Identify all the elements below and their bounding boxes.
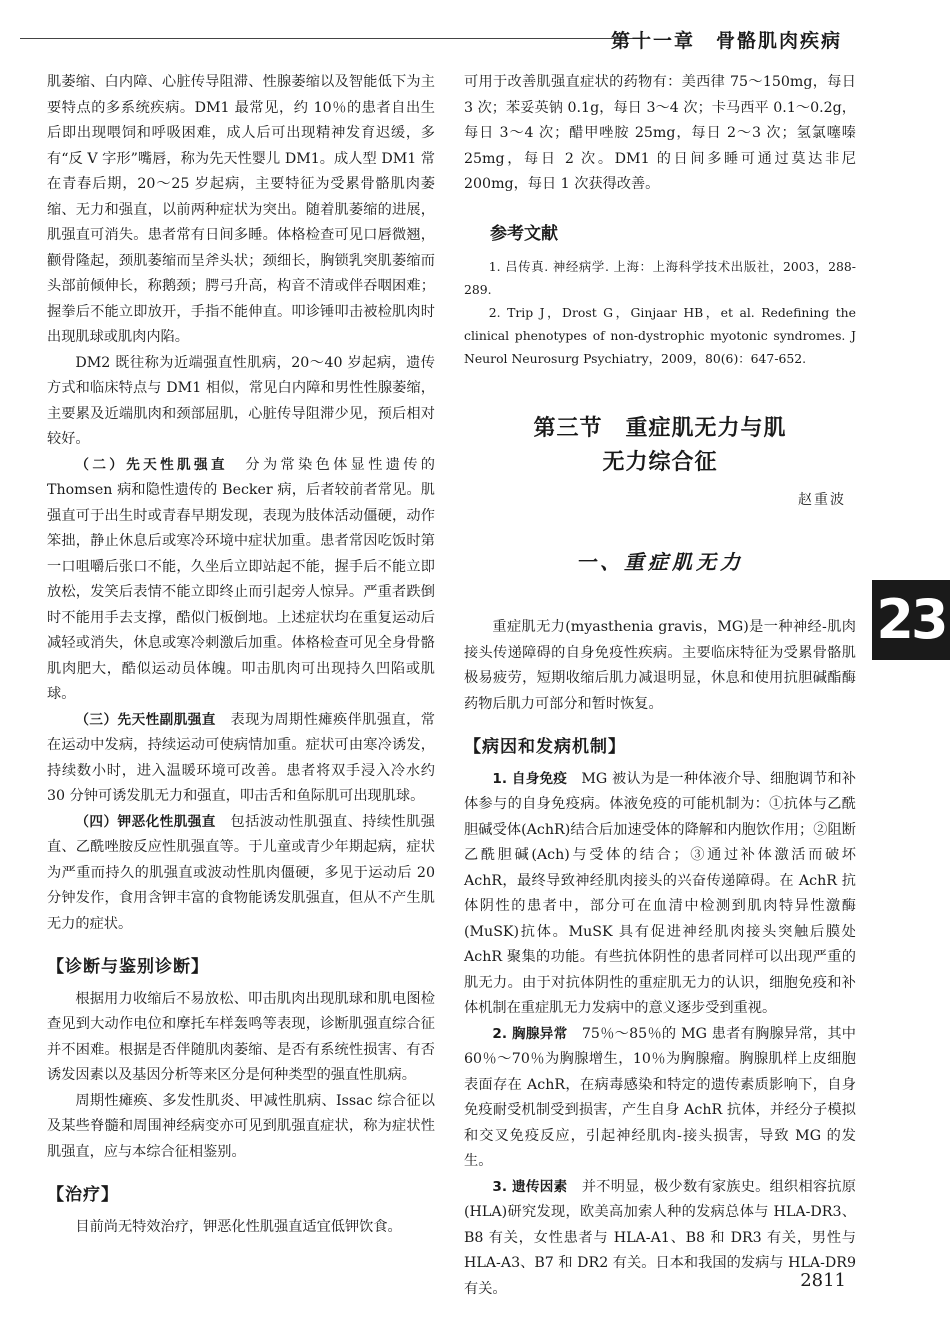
- paragraph-heading: （四）钾恶化性肌强直: [75, 813, 216, 830]
- chapter-tab: 23: [872, 580, 950, 660]
- paragraph-heading: （二）先天性肌强直: [75, 456, 228, 473]
- reference-item: 1. 吕传真. 神经病学. 上海：上海科学技术出版社，2003，288-289.: [464, 259, 856, 297]
- paragraph: 根据用力收缩后不易放松、叩击肌肉出现肌球和肌电图检查见到大动作电位和摩托车样轰鸣等表现，诊断肌强直综合征并不困难。根据是否伴随肌肉萎缩、是否有系统性损害、有否诱发因素以及基因分析等来区分是何种类型的强直性肌病。: [47, 990, 435, 1083]
- paragraph: 可用于改善肌强直症状的药物有：美西律 75～150mg，每日 3 次；苯妥英钠 0.1g，每日 3～4 次；卡马西平 0.1～0.2g，每日 3～4 次；醋甲唑胺 25mg，每日 2～3 次；氢氯噻嗪 25mg，每日 2 次。DM1 的日间多睡可通过莫达非尼 200mg，每日 1 次获得改善。: [464, 74, 856, 192]
- author: 赵重波: [798, 492, 846, 508]
- paragraph: [464, 767, 856, 1022]
- right-column: [464, 70, 856, 1302]
- paragraph: [47, 810, 435, 938]
- reference-item: 2. Trip J，Drost G，Ginjaar HB，et al. Redefining the clinical phenotypes of non-dystrophic myotonic syndromes. J Neurol Neurosurg Psychiatry，2009，80(6)：647-652.: [464, 305, 856, 366]
- paragraph: [47, 453, 435, 708]
- paragraph-body: 表现为周期性瘫痪伴肌强直，常在运动中发病，持续运动可使病情加重。症状可由寒冷诱发，持续数小时，进入温暖环境可改善。患者将双手浸入冷水约 30 分钟可诱发肌无力和强直，叩击舌和鱼际肌可出现肌球。: [47, 711, 435, 804]
- section-heading-diagnosis: 【诊断与鉴别诊断】: [47, 957, 209, 977]
- paragraph: DM2 既往称为近端强直性肌病，20～40 岁起病，遗传方式和临床特点与 DM1 相似，常见白内障和男性性腺萎缩，主要累及近端肌肉和颈部屈肌，心脏传导阻滞少见，预后相对较好。: [47, 354, 435, 447]
- references-heading: 参考文献: [490, 223, 558, 244]
- section-title-line: 无力综合征: [602, 450, 718, 475]
- section-heading-treatment: 【治疗】: [47, 1185, 119, 1205]
- paragraph-heading: 2. 胸腺异常: [492, 1025, 568, 1042]
- section-title: [464, 412, 856, 480]
- paragraph: [47, 708, 435, 810]
- paragraph-body: 并不明显，极少数有家族史。组织相容抗原(HLA)研究发现，欧美高加索人种的发病总体与 HLA-DR3、B8 有关，女性患者与 HLA-A1、B8 和 DR3 有关，男性与 HLA-A3、B7 和 DR2 有关。日本和我国的发病与 HLA-DR9 有关。: [464, 1178, 856, 1297]
- paragraph-body: 分为常染色体显性遗传的 Thomsen 病和隐性遗传的 Becker 病，后者较前者常见。肌强直可于出生时或青春早期发现，表现为肢体活动僵硬，动作笨拙，静止休息后或寒冷环境中症状加重。患者常因吃饭时第一口咀嚼后张口不能，久坐后立即站起不能，握手后不能立即放松，发笑后表情不能立即终止而引起旁人惊异。严重者跌倒时不能用手去支撑，酷似门板倒地。上述症状均在重复运动后减轻或消失，休息或寒冷刺激后加重。体格检查可见全身骨骼肌肉肥大，酷似运动员体魄。叩击肌肉可出现持久凹陷或肌球。: [47, 456, 435, 702]
- paragraph: 肌萎缩、白内障、心脏传导阻滞、性腺萎缩以及智能低下为主要特点的多系统疾病。DM1 最常见，约 10％的患者自出生后即出现喂饲和呼吸困难，成人后可出现精神发育迟缓，多有“反 V 字形”嘴唇，称为先天性婴儿 DM1。成人型 DM1 常在青春后期，20～25 岁起病，主要特征为受累骨骼肌肉萎缩、无力和强直，以前两种症状为突出。随着肌萎缩的进展，肌强直可消失。患者常有日间多睡。体格检查可见口唇微翘，颧骨隆起，颈肌萎缩而呈斧头状；颈细长，胸锁乳突肌萎缩而头部前倾伸长，称鹅颈；腭弓升高，构音不清或伴吞咽困难；握拳后不能立即放开，手指不能伸直。叩诊锤叩击被检肌肉时出现肌球或肌肉内陷。: [47, 74, 435, 345]
- paragraph-heading: （三）先天性副肌强直: [75, 711, 216, 728]
- paragraph-body: MG 被认为是一种体液介导、细胞调节和补体参与的自身免疫病。体液免疫的可能机制为：①抗体与乙酰胆碱受体(AchR)结合后加速受体的降解和内胞饮作用；②阻断乙酰胆碱(Ach)与受体的结合；③通过补体激活而破坏 AchR，最终导致神经肌肉接头的兴奋传递障碍。在 AchR 抗体阴性的患者中，部分可在血清中检测到肌肉特异性激酶(MuSK)抗体。MuSK 具有促进神经肌肉接头突触后膜处 AchR 聚集的功能。有些抗体阴性的患者同样可以出现严重的肌无力。由于对抗体阴性的重症肌无力的认识，细胞免疫和补体机制在重症肌无力发病中的意义逐步受到重视。: [464, 770, 857, 1016]
- paragraph: 重症肌无力(myasthenia gravis，MG)是一种神经-肌肉接头传递障碍的自身免疫性疾病。主要临床特征为受累骨骼肌极易疲劳，短期收缩后肌力减退明显，休息和使用抗胆碱酯酶药物后肌力可部分和暂时恢复。: [464, 619, 856, 712]
- section-heading-etiology: 【病因和发病机制】: [464, 737, 626, 757]
- section-title-line: 第三节 重症肌无力与肌: [533, 416, 787, 441]
- paragraph-body: 75％～85％的 MG 患者有胸腺异常，其中 60％～70％为胸腺增生，10％为胸腺瘤。胸腺肌样上皮细胞表面存在 AchR，在病毒感染和特定的遗传素质影响下，自身免疫耐受机制受到损害，产生自身 AchR 抗体，并经分子模拟和交叉免疫反应，引起神经肌肉-接头损害，导致 MG 的发生。: [464, 1025, 856, 1169]
- left-column: [47, 70, 435, 1240]
- subsection-title: 一、重症肌无力: [576, 549, 744, 574]
- chapter-title: 第十一章 骨骼肌肉疾病: [610, 30, 842, 52]
- paragraph-heading: 3. 遗传因素: [492, 1178, 568, 1195]
- page-number: 2811: [800, 1270, 846, 1291]
- paragraph: [464, 1175, 856, 1303]
- paragraph-body: 包括波动性肌强直、持续性肌强直、乙酰唑胺反应性肌强直等。于儿童或青少年期起病，症状为严重而持久的肌强直或波动性肌肉僵硬，多见于运动后 20 分钟发作，食用含钾丰富的食物能诱发肌强直，但从不产生肌无力的症状。: [47, 813, 435, 932]
- paragraph: 周期性瘫痪、多发性肌炎、甲减性肌病、Issac 综合征以及某些脊髓和周围神经病变亦可见到肌强直症状，称为症状性肌强直，应与本综合征相鉴别。: [47, 1092, 435, 1160]
- paragraph: 目前尚无特效治疗，钾恶化性肌强直适宜低钾饮食。: [75, 1218, 402, 1235]
- paragraph: [464, 1022, 856, 1175]
- header-rule: [20, 38, 645, 39]
- paragraph-heading: 1. 自身免疫: [492, 770, 568, 787]
